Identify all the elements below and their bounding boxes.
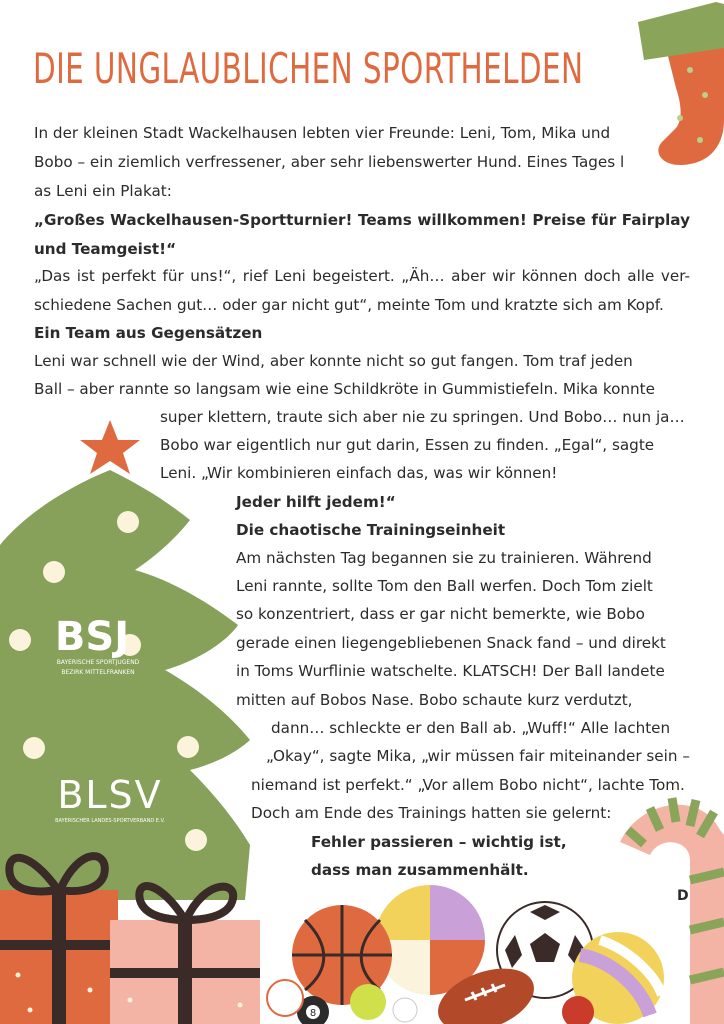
billiard-ball-number: 8: [309, 1008, 317, 1019]
story-line-emphasis: dass man zusammenhält.: [311, 861, 529, 879]
blsv-logo: [55, 773, 165, 824]
story-line: in Toms Wurflinie watschelte. KLATSCH! Der Ball landete: [236, 662, 665, 680]
bsj-logo-line1: BAYERISCHE SPORTJUGEND: [56, 659, 140, 666]
story-line-emphasis: Fehler passieren – wichtig ist,: [311, 833, 567, 851]
story-line-emphasis: Jeder hilft jedem!“: [236, 493, 396, 511]
bsj-logo-line2: BEZIRK MITTELFRANKEN: [61, 669, 135, 676]
story-line: so konzentriert, dass er gar nicht bemerkte, wie Bobo: [236, 605, 645, 623]
story-line: niemand ist perfekt.“ „Vor allem Bobo nicht“, lachte Tom.: [251, 776, 685, 794]
story-line: Doch am Ende des Trainings hatten sie gelernt:: [251, 804, 612, 822]
stocking-illustration: [638, 2, 724, 165]
story-line: schiedene Sachen gut… oder gar nicht gut“, meinte Tom und kratzte sich am Kopf.: [34, 296, 664, 314]
story-line: „Das ist perfekt für uns!“, rief Leni begeistert. „Äh… aber wir können doch alle ver-: [34, 267, 690, 285]
story-line: as Leni ein Plakat:: [34, 182, 172, 200]
story-line-emphasis: und Teamgeist!“: [34, 240, 177, 258]
blsv-logo-mark: BLSV: [57, 773, 163, 817]
page-marker: D: [677, 888, 689, 904]
story-line: In der kleinen Stadt Wackelhausen lebten vier Freunde: Leni, Tom, Mika und: [34, 124, 611, 142]
story-line: Am nächsten Tag begannen sie zu trainieren. Während: [236, 549, 652, 567]
section-heading: Die chaotische Trainingseinheit: [236, 521, 506, 539]
section-heading: Ein Team aus Gegensätzen: [34, 324, 263, 342]
story-line: gerade einen liegengebliebenen Snack fand – und direkt: [236, 634, 666, 652]
story-line: dann… schleckte er den Ball ab. „Wuff!“ Alle lachten: [271, 719, 671, 737]
story-line: super klettern, traute sich aber nie zu springen. Und Bobo… nun ja…: [160, 408, 685, 426]
story-line: „Okay“, sagte Mika, „wir müssen fair miteinander sein –: [266, 747, 690, 765]
story-line: Leni war schnell wie der Wind, aber konnte nicht so gut fangen. Tom traf jeden: [34, 352, 633, 370]
sports-balls-illustration: [267, 885, 664, 1024]
story-line-emphasis: „Großes Wackelhausen-Sportturnier! Teams willkommen! Preise für Fairplay: [34, 211, 690, 229]
bsj-logo-mark: BSJ: [54, 614, 130, 660]
story-line: Leni rannte, sollte Tom den Ball werfen. Doch Tom zielt: [236, 577, 653, 595]
story-line: Leni. „Wir kombinieren einfach das, was wir können!: [160, 464, 558, 482]
blsv-logo-line: BAYERISCHER LANDES-SPORTVERBAND E.V.: [55, 818, 165, 824]
story-line: Ball – aber rannte so langsam wie eine Schildkröte in Gummistiefeln. Mika konnte: [34, 380, 655, 398]
story-line: Bobo – ein ziemlich verfressener, aber sehr liebenswerter Hund. Eines Tages l: [34, 153, 625, 171]
story-line: Bobo war eigentlich nur gut darin, Essen zu finden. „Egal“, sagte: [160, 436, 655, 454]
story-line: mitten auf Bobos Nase. Bobo schaute kurz verdutzt,: [236, 691, 633, 709]
page-title: DIE UNGLAUBLICHEN SPORTHELDEN: [33, 44, 584, 93]
